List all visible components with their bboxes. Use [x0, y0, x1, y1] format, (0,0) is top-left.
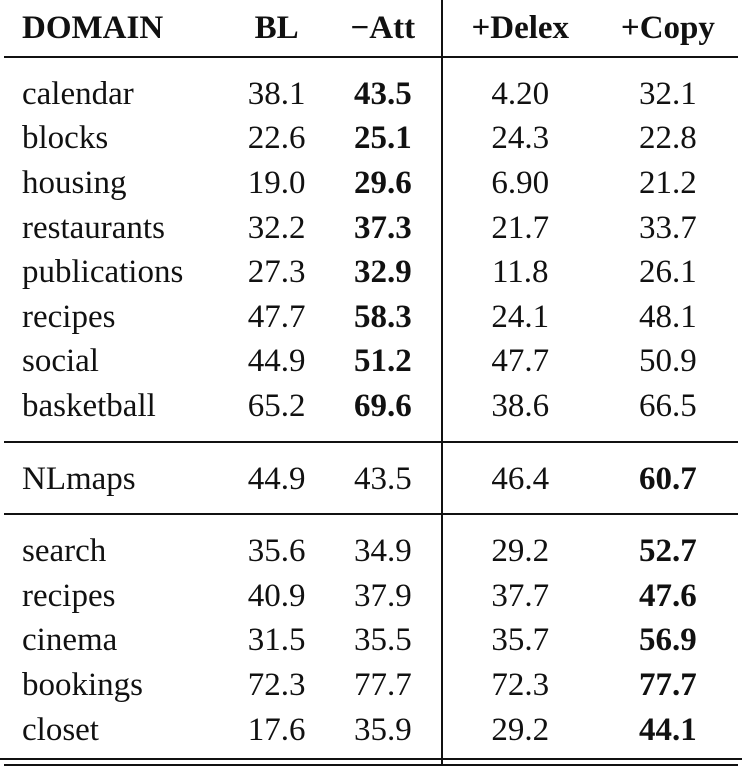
header-row [4, 0, 738, 57]
cell-domain: publications [22, 254, 184, 291]
cell-copy: 48.1 [639, 298, 697, 335]
header-bl: BL [254, 9, 299, 46]
cell-domain: search [4, 514, 228, 574]
cell-delex: 24.1 [491, 298, 550, 335]
table-row [4, 206, 738, 251]
table-row [4, 663, 738, 708]
bottom-double-rule [0, 758, 742, 760]
cell-domain: social [22, 343, 99, 380]
cell-copy: 47.6 [639, 577, 697, 614]
table-body [4, 57, 738, 765]
cell-domain: basketball [22, 387, 156, 424]
cell-delex: 35.7 [491, 622, 550, 659]
cell-delex: 29.2 [442, 708, 598, 766]
cell-copy: 66.5 [639, 387, 697, 424]
cell-domain: recipes [22, 298, 116, 335]
cell-copy: 21.2 [639, 164, 697, 201]
cell-delex: 47.7 [491, 343, 550, 380]
cell-delex: 29.2 [442, 514, 598, 574]
cell-att: 35.9 [325, 708, 442, 766]
cell-copy: 26.1 [639, 254, 697, 291]
cell-delex: 11.8 [491, 254, 549, 291]
cell-delex: 46.4 [442, 442, 598, 515]
cell-bl: 47.7 [247, 298, 306, 335]
cell-domain: blocks [22, 120, 109, 157]
cell-att: 34.9 [325, 514, 442, 574]
cell-att: 29.6 [325, 161, 442, 206]
cell-delex: 24.3 [491, 120, 550, 157]
table-row [4, 384, 738, 442]
cell-bl: 44.9 [228, 442, 325, 515]
cell-bl: 27.3 [247, 254, 306, 291]
cell-delex: 4.20 [442, 57, 598, 117]
cell-domain: cinema [22, 622, 118, 659]
table-row [4, 574, 738, 619]
cell-bl: 40.9 [247, 577, 306, 614]
cell-delex: 72.3 [491, 666, 550, 703]
cell-copy: 44.1 [598, 708, 738, 766]
cell-copy: 33.7 [639, 209, 697, 246]
cell-bl: 35.6 [228, 514, 325, 574]
cell-copy: 56.9 [639, 622, 697, 659]
cell-att: 43.5 [325, 442, 442, 515]
cell-bl: 22.6 [247, 120, 306, 157]
table-row [4, 117, 738, 162]
cell-bl: 17.6 [228, 708, 325, 766]
table-row [4, 708, 738, 766]
table-row [4, 514, 738, 574]
cell-att: 77.7 [325, 663, 442, 708]
cell-att: 35.5 [325, 619, 442, 664]
cell-copy: 50.9 [639, 343, 697, 380]
cell-delex: 37.7 [491, 577, 550, 614]
cell-domain: closet [4, 708, 228, 766]
cell-att: 32.9 [325, 250, 442, 295]
cell-domain: housing [22, 164, 127, 201]
cell-delex: 21.7 [491, 209, 550, 246]
cell-copy: 60.7 [598, 442, 738, 515]
cell-att: 37.9 [325, 574, 442, 619]
header-delex: +Delex [471, 9, 570, 46]
cell-bl: 31.5 [247, 622, 306, 659]
cell-bl: 65.2 [247, 387, 306, 424]
cell-copy: 32.1 [598, 57, 738, 117]
cell-delex: 6.90 [491, 164, 550, 201]
cell-delex: 38.6 [491, 387, 550, 424]
cell-copy: 77.7 [639, 666, 697, 703]
cell-domain: NLmaps [4, 442, 228, 515]
cell-copy: 52.7 [598, 514, 738, 574]
header-copy: +Copy [620, 9, 715, 46]
cell-bl: 19.0 [247, 164, 306, 201]
results-table [4, 0, 738, 766]
cell-domain: calendar [4, 57, 228, 117]
header-att: −Att [325, 0, 442, 57]
table-row [4, 442, 738, 515]
table-row [4, 340, 738, 385]
cell-domain: bookings [22, 666, 144, 703]
cell-domain: restaurants [22, 209, 165, 246]
table-row [4, 250, 738, 295]
cell-bl: 44.9 [247, 343, 306, 380]
cell-att: 69.6 [325, 384, 442, 442]
cell-bl: 72.3 [247, 666, 306, 703]
cell-bl: 32.2 [247, 209, 306, 246]
cell-domain: recipes [22, 577, 116, 614]
table-row [4, 295, 738, 340]
header-domain: DOMAIN [22, 9, 164, 46]
cell-att: 37.3 [325, 206, 442, 251]
cell-copy: 22.8 [639, 120, 697, 157]
cell-att: 58.3 [325, 295, 442, 340]
cell-att: 43.5 [325, 57, 442, 117]
table-row [4, 161, 738, 206]
table-row [4, 57, 738, 117]
table-row [4, 619, 738, 664]
cell-bl: 38.1 [228, 57, 325, 117]
cell-att: 51.2 [325, 340, 442, 385]
cell-att: 25.1 [325, 117, 442, 162]
